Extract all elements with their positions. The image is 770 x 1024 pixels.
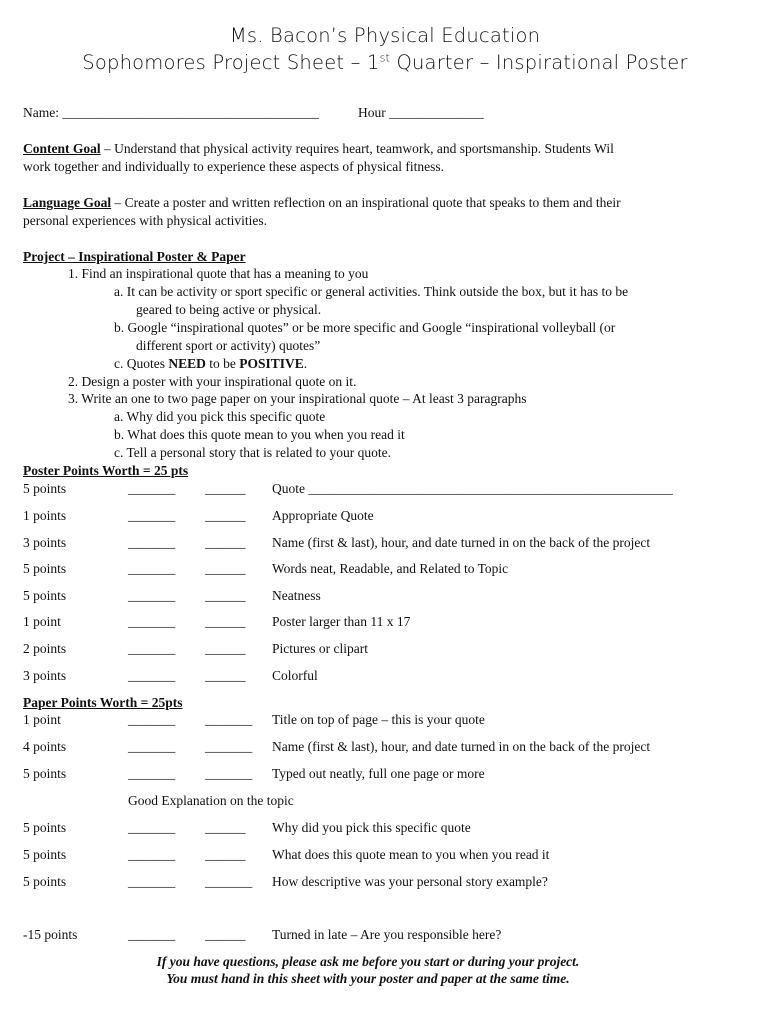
- points-value: 1 point: [23, 614, 61, 629]
- content-goal-label: Content Goal: [23, 141, 101, 156]
- language-goal-label: Language Goal: [23, 195, 112, 210]
- points-value: 1 points: [23, 508, 67, 523]
- score-blank-1: _______: [128, 561, 176, 576]
- poster-row: [0, 534, 770, 552]
- score-blank-2: ______: [205, 535, 246, 550]
- language-goal-line-1: [23, 194, 621, 211]
- criterion-text: Name (first & last), hour, and date turned in on the back of the project: [272, 535, 651, 550]
- criterion-text: Quote ______________________________________________________: [272, 481, 673, 496]
- project-item-3b: b. What does this quote mean to you when you read it: [114, 427, 405, 442]
- score-blank-1: _______: [128, 712, 176, 727]
- hour-field-label: Hour ______________: [358, 105, 484, 120]
- project-item-3a: a. Why did you pick this specific quote: [114, 409, 326, 424]
- score-blank-2: ______: [205, 561, 246, 576]
- good-explanation-label: Good Explanation on the topic: [128, 793, 294, 808]
- item-1c-text-end: .: [303, 356, 308, 371]
- score-blank-1: _______: [128, 641, 176, 656]
- poster-row: [0, 667, 770, 685]
- criterion-text: Typed out neatly, full one page or more: [272, 766, 485, 781]
- name-field-label: Name: ______________________________________: [23, 105, 319, 120]
- score-blank-2: ______: [205, 927, 246, 942]
- paper-points-heading: Paper Points Worth = 25pts: [23, 695, 183, 710]
- project-item-1c: [114, 355, 307, 372]
- project-item-1b-line-1: b. Google “inspirational quotes” or be more specific and Google “inspirational volleyball (or: [114, 320, 616, 335]
- score-blank-2: ______: [205, 820, 246, 835]
- project-item-3: 3. Write an one to two page paper on your inspirational quote – At least 3 paragraphs: [68, 391, 527, 406]
- poster-row: [0, 560, 770, 578]
- score-blank-1: _______: [128, 927, 176, 942]
- project-heading: Project – Inspirational Poster & Paper: [23, 249, 246, 264]
- score-blank-2: ______: [205, 481, 246, 496]
- criterion-text: Words neat, Readable, and Related to Topic: [272, 561, 509, 576]
- poster-row: [0, 640, 770, 658]
- points-value: 5 points: [23, 847, 67, 862]
- score-blank-2: ______: [205, 588, 246, 603]
- points-value: 5 points: [23, 766, 67, 781]
- criterion-text: Neatness: [272, 588, 321, 603]
- criterion-text: What does this quote mean to you when you read it: [272, 847, 550, 862]
- score-blank-1: _______: [128, 481, 176, 496]
- score-blank-1: _______: [128, 766, 176, 781]
- score-blank-2: _______: [205, 712, 253, 727]
- language-goal-text-1: – Create a poster and written reflection on an inspirational quote that speaks to them and their: [111, 195, 621, 210]
- points-value: 4 points: [23, 739, 67, 754]
- score-blank-2: _______: [205, 766, 253, 781]
- score-blank-2: ______: [205, 508, 246, 523]
- criterion-text: Colorful: [272, 668, 318, 683]
- score-blank-1: _______: [128, 874, 176, 889]
- poster-row: [0, 507, 770, 525]
- page-title-line-2: [0, 51, 770, 74]
- score-blank-2: _______: [205, 874, 253, 889]
- project-item-1: 1. Find an inspirational quote that has a meaning to you: [68, 266, 369, 281]
- score-blank-1: _______: [128, 508, 176, 523]
- project-item-1a-line-2: geared to being active or physical.: [136, 302, 322, 317]
- score-blank-1: _______: [128, 668, 176, 683]
- item-1c-positive: POSITIVE: [239, 356, 304, 371]
- score-blank-2: ______: [205, 847, 246, 862]
- project-item-1b-line-2: different sport or activity) quotes”: [136, 338, 321, 353]
- points-value: 5 points: [23, 588, 67, 603]
- item-1c-text-mid: to be: [205, 356, 240, 371]
- points-value: -15 points: [23, 927, 78, 942]
- content-goal-text-2: work together and individually to experience these aspects of physical fitness.: [23, 159, 444, 174]
- score-blank-2: ______: [205, 614, 246, 629]
- language-goal-text-2: personal experiences with physical activities.: [23, 213, 268, 228]
- score-blank-1: _______: [128, 847, 176, 862]
- points-value: 3 points: [23, 668, 67, 683]
- paper-row: [0, 711, 770, 729]
- score-blank-1: _______: [128, 614, 176, 629]
- score-blank-1: _______: [128, 588, 176, 603]
- points-value: 2 points: [23, 641, 67, 656]
- poster-row: [0, 613, 770, 631]
- title-line-2-start: Sophomores Project Sheet – 1: [82, 51, 380, 74]
- content-goal-line-1: [23, 140, 614, 157]
- paper-row: [0, 846, 770, 864]
- criterion-text: Name (first & last), hour, and date turned in on the back of the project: [272, 739, 651, 754]
- item-1c-text-start: c. Quotes: [114, 356, 169, 371]
- criterion-text: Title on top of page – this is your quote: [272, 712, 485, 727]
- title-line-2-end: Quarter – Inspirational Poster: [390, 51, 688, 74]
- page-title-line-1: Ms. Bacon’s Physical Education: [229, 24, 541, 47]
- poster-points-heading: Poster Points Worth = 25 pts: [23, 463, 189, 478]
- criterion-text: Pictures or clipart: [272, 641, 368, 656]
- item-1c-need: NEED: [168, 356, 206, 371]
- poster-row: [0, 480, 770, 498]
- title-line-2-superscript: st: [379, 51, 391, 65]
- criterion-text: How descriptive was your personal story example?: [272, 874, 548, 889]
- project-item-2: 2. Design a poster with your inspirational quote on it.: [68, 374, 357, 389]
- score-blank-1: _______: [128, 820, 176, 835]
- criterion-text: Why did you pick this specific quote: [272, 820, 471, 835]
- score-blank-2: _______: [205, 739, 253, 754]
- poster-row: [0, 587, 770, 605]
- points-value: 1 point: [23, 712, 61, 727]
- criterion-text: Appropriate Quote: [272, 508, 374, 523]
- paper-row: [0, 873, 770, 891]
- criterion-text: Turned in late – Are you responsible here?: [272, 927, 502, 942]
- project-item-3c: c. Tell a personal story that is related to your quote.: [114, 445, 391, 460]
- score-blank-1: _______: [128, 535, 176, 550]
- paper-row: [0, 765, 770, 783]
- criterion-text: Poster larger than 11 x 17: [272, 614, 411, 629]
- footer-note-line-2: You must hand in this sheet with your poster and paper at the same time.: [166, 971, 570, 986]
- points-value: 5 points: [23, 820, 67, 835]
- footer-note-line-1: If you have questions, please ask me before you start or during your project.: [156, 954, 580, 969]
- score-blank-1: _______: [128, 739, 176, 754]
- content-goal-text-1: – Understand that physical activity requires heart, teamwork, and sportsmanship. Students Wil: [100, 141, 614, 156]
- score-blank-2: ______: [205, 668, 246, 683]
- paper-row: [0, 738, 770, 756]
- late-penalty-row: [0, 926, 770, 944]
- points-value: 3 points: [23, 535, 67, 550]
- paper-row: [0, 819, 770, 837]
- points-value: 5 points: [23, 561, 67, 576]
- points-value: 5 points: [23, 481, 67, 496]
- score-blank-2: ______: [205, 641, 246, 656]
- project-item-1a-line-1: a. It can be activity or sport specific or general activities. Think outside the box, but it has to be: [114, 284, 629, 299]
- points-value: 5 points: [23, 874, 67, 889]
